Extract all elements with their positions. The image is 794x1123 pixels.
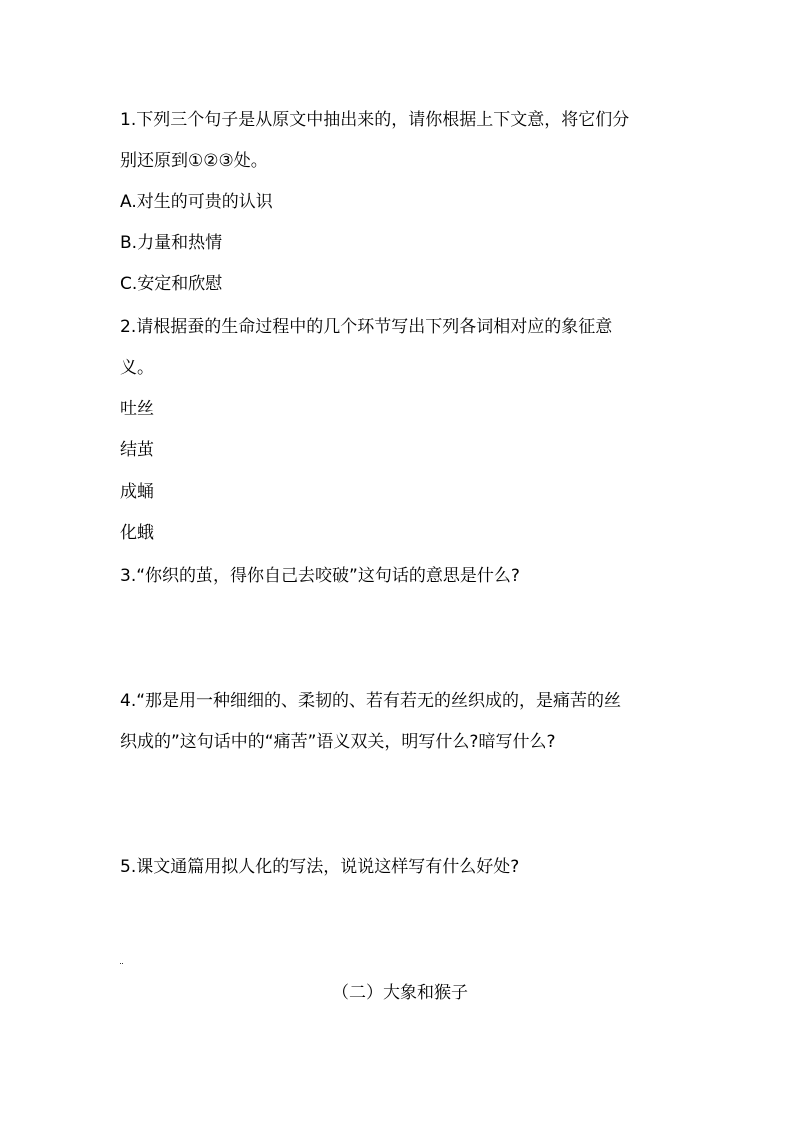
question-1-option-b: B.力量和热情 xyxy=(120,233,223,253)
question-2-line-2: 义。 xyxy=(120,358,154,378)
question-1-option-a: A.对生的可贵的认识 xyxy=(120,192,273,212)
question-5: 5.课文通篇用拟人化的写法，说说这样写有什么好处? xyxy=(120,857,520,877)
paragraph-marker xyxy=(120,960,123,964)
question-4-line-1: 4.“那是用一种细细的、柔韧的、若有若无的丝织成的，是痛苦的丝 xyxy=(120,691,622,711)
question-3: 3.“你织的茧，得你自己去咬破”这句话的意思是什么? xyxy=(120,566,520,586)
question-2-term-3: 成蛹 xyxy=(120,482,154,502)
question-4-line-2: 织成的”这句话中的“痛苦”语义双关，明写什么?暗写什么? xyxy=(120,732,556,752)
question-2-term-4: 化蛾 xyxy=(120,523,154,543)
question-1-line-1: 1.下列三个句子是从原文中抽出来的，请你根据上下文意，将它们分 xyxy=(120,110,630,130)
question-1-option-c: C.安定和欣慰 xyxy=(120,274,223,294)
question-2-term-1: 吐丝 xyxy=(120,399,154,419)
question-1-line-2: 别还原到①②③处。 xyxy=(120,151,268,171)
question-2-line-1: 2.请根据蚕的生命过程中的几个环节写出下列各词相对应的象征意 xyxy=(120,317,613,337)
section-title: （二）大象和猴子 xyxy=(332,983,468,1003)
question-2-term-2: 结茧 xyxy=(120,440,154,460)
